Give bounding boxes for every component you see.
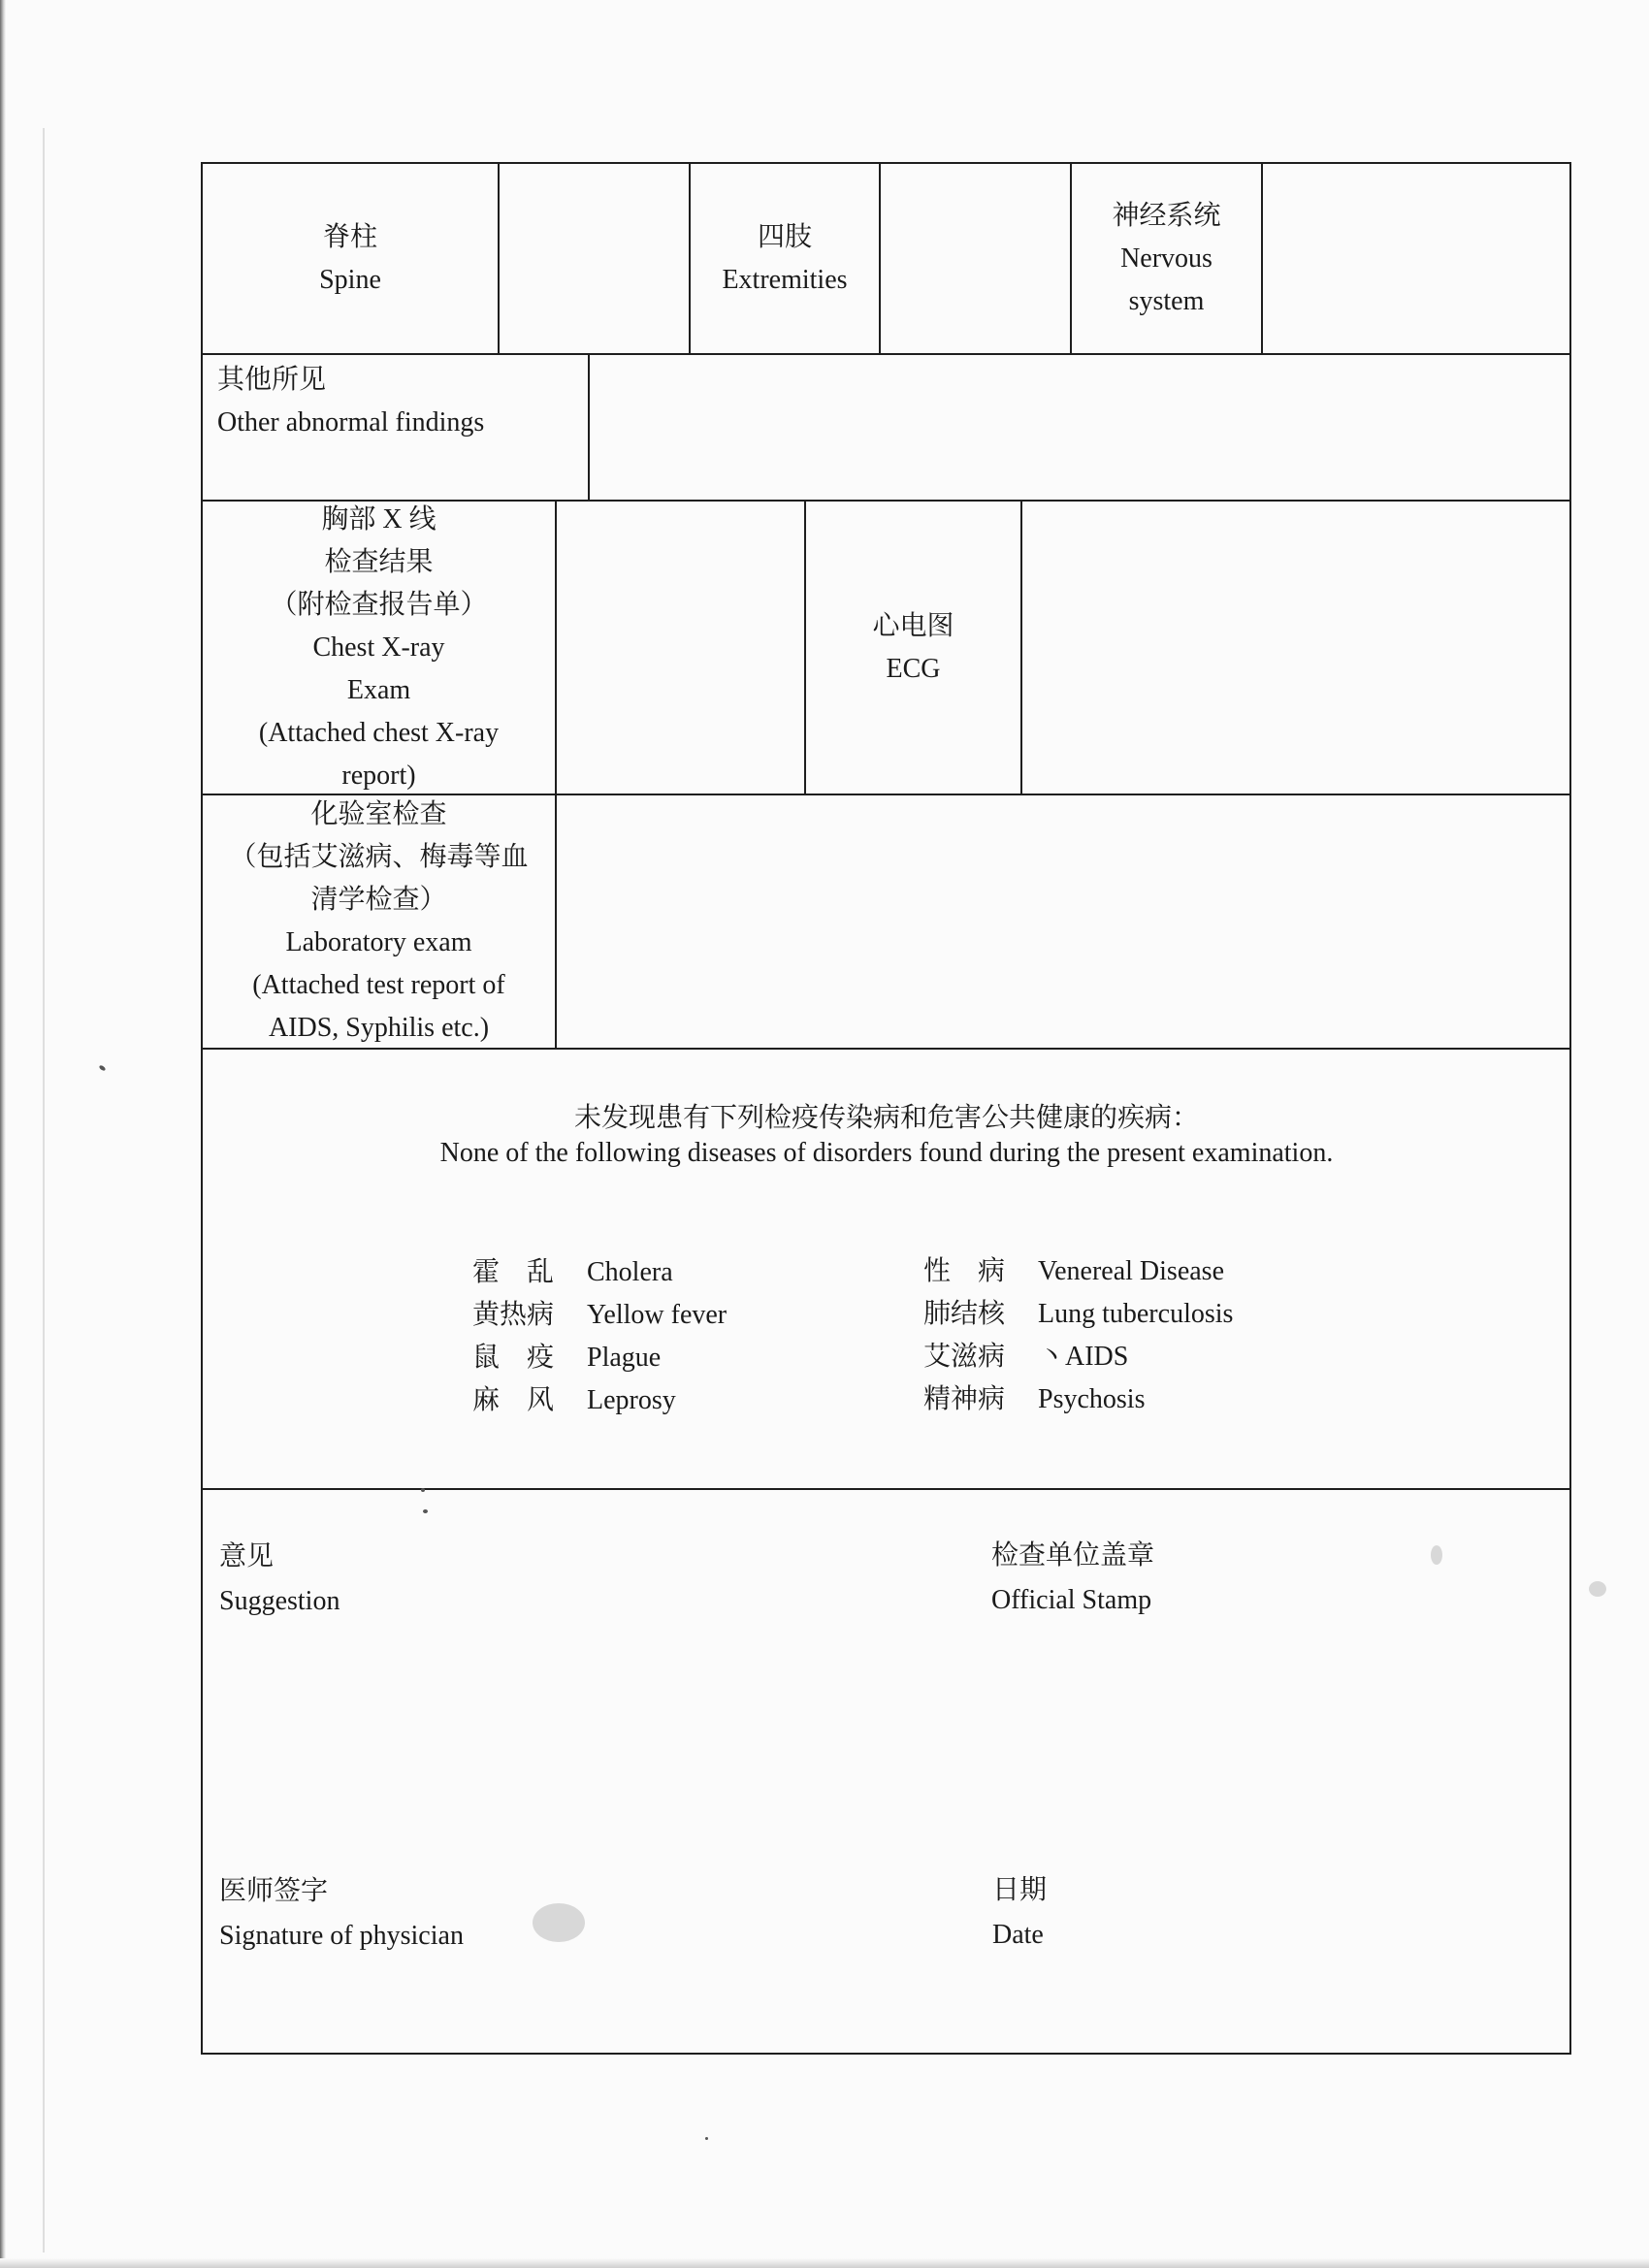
- disease-en: Lung tuberculosis: [1038, 1299, 1234, 1329]
- disease-zh: 性 病: [923, 1256, 1006, 1286]
- physician-zh: 医师签字: [219, 1876, 329, 1906]
- disease-item: [472, 1251, 727, 1294]
- disease-en: Psychosis: [1038, 1384, 1146, 1414]
- lab-exam-zh2: （包括艾滋病、梅毒等血: [229, 842, 529, 872]
- suggestion-label: [219, 1535, 340, 1624]
- extremities-label: [691, 164, 879, 353]
- chest-xray-en3: (Attached chest X-ray: [258, 717, 500, 748]
- lab-exam-zh3: 清学检查）: [310, 885, 447, 915]
- disease-zh: 鼠 疫: [472, 1343, 555, 1373]
- disease-item: [472, 1379, 727, 1422]
- disease-zh: 霍 乱: [472, 1257, 555, 1287]
- spine-label-en: Spine: [319, 264, 381, 295]
- scan-speck: [98, 1064, 106, 1071]
- disease-item: [472, 1294, 727, 1337]
- extremities-label-zh: 四肢: [757, 221, 812, 252]
- disease-zh: 艾滋病: [923, 1342, 1006, 1372]
- chest-xray-zh1: 胸部 X 线: [321, 503, 436, 535]
- official-stamp-label: [991, 1534, 1154, 1623]
- disease-en: Cholera: [587, 1257, 673, 1287]
- chest-xray-value-cell[interactable]: [557, 502, 804, 794]
- chest-xray-zh2: 检查结果: [324, 546, 434, 577]
- extremities-value-cell[interactable]: [881, 164, 1070, 353]
- lab-exam-value-cell[interactable]: [557, 795, 1569, 1048]
- disease-zh: 黄热病: [472, 1300, 555, 1330]
- nervous-label-en2: system: [1128, 285, 1205, 316]
- lab-exam-label: [203, 795, 555, 1048]
- disease-item: [923, 1250, 1233, 1293]
- physician-en: Signature of physician: [219, 1921, 464, 1951]
- nervous-label-en1: Nervous: [1120, 243, 1212, 274]
- date-zh: 日期: [992, 1875, 1048, 1905]
- chest-xray-en4: report): [341, 760, 416, 791]
- other-findings-label: [217, 359, 586, 495]
- date-label: [992, 1868, 1047, 1958]
- date-en: Date: [992, 1920, 1044, 1950]
- scan-speck: [705, 2137, 708, 2140]
- nervous-system-value-cell[interactable]: [1263, 164, 1569, 353]
- ecg-zh: 心电图: [872, 610, 954, 641]
- disease-item: [923, 1336, 1233, 1378]
- disease-en: 丶AIDS: [1038, 1342, 1129, 1372]
- spine-label-zh: 脊柱: [322, 221, 377, 252]
- scan-speck: [423, 1509, 428, 1513]
- suggestion-en: Suggestion: [219, 1586, 340, 1616]
- suggestion-zh: 意见: [219, 1541, 275, 1571]
- ecg-en: ECG: [886, 653, 941, 684]
- rule-row5-bottom: [201, 1488, 1571, 1490]
- disease-item: [923, 1293, 1233, 1336]
- scan-smudge: [1589, 1581, 1606, 1597]
- scan-smudge: [1431, 1545, 1442, 1565]
- ecg-value-cell[interactable]: [1022, 502, 1569, 794]
- lab-exam-en2: (Attached test report of: [252, 970, 505, 1000]
- spine-label: [203, 164, 498, 353]
- disease-en: Plague: [587, 1343, 662, 1373]
- other-findings-en: Other abnormal findings: [217, 407, 485, 437]
- stamp-en: Official Stamp: [991, 1585, 1152, 1615]
- diseases-title-en: None of the following diseases of disorders found during the present examination.: [439, 1138, 1334, 1168]
- lab-exam-en3: AIDS, Syphilis etc.): [268, 1013, 490, 1043]
- disease-zh: 肺结核: [923, 1299, 1006, 1329]
- chest-xray-label: [203, 502, 555, 794]
- disease-zh: 精神病: [923, 1384, 1006, 1414]
- disease-list-right: [923, 1250, 1233, 1421]
- ecg-label: [806, 502, 1020, 794]
- disease-en: Yellow fever: [587, 1300, 728, 1330]
- chest-xray-zh3: （附检查报告单）: [270, 589, 488, 620]
- diseases-title-zh: 未发现患有下列检疫传染病和危害公共健康的疾病：: [573, 1103, 1199, 1133]
- stamp-zh: 检查单位盖章: [991, 1540, 1155, 1571]
- nervous-system-label: [1072, 164, 1261, 353]
- other-findings-zh: 其他所见: [217, 365, 327, 395]
- nervous-label-zh: 神经系统: [1112, 200, 1221, 231]
- extremities-label-en: Extremities: [722, 264, 848, 295]
- scan-bottom-edge: [0, 2258, 1649, 2268]
- scan-page-edge: [43, 128, 45, 2252]
- disease-en: Leprosy: [587, 1385, 676, 1415]
- spine-value-cell[interactable]: [500, 164, 689, 353]
- disease-item: [923, 1378, 1233, 1421]
- disease-en: Venereal Disease: [1038, 1256, 1225, 1286]
- scan-left-edge: [0, 0, 6, 2268]
- chest-xray-en1: Chest X-ray: [312, 632, 445, 663]
- disease-list-left: [472, 1251, 727, 1422]
- scan-speck: [421, 1488, 425, 1492]
- chest-xray-en2: Exam: [346, 674, 411, 705]
- lab-exam-zh1: 化验室检查: [310, 799, 447, 829]
- other-findings-value-cell[interactable]: [590, 355, 1569, 500]
- disease-zh: 麻 风: [472, 1385, 555, 1415]
- lab-exam-en1: Laboratory exam: [285, 927, 472, 957]
- scan-smudge: [533, 1903, 585, 1942]
- physician-signature-label: [219, 1869, 464, 1959]
- disease-item: [472, 1337, 727, 1379]
